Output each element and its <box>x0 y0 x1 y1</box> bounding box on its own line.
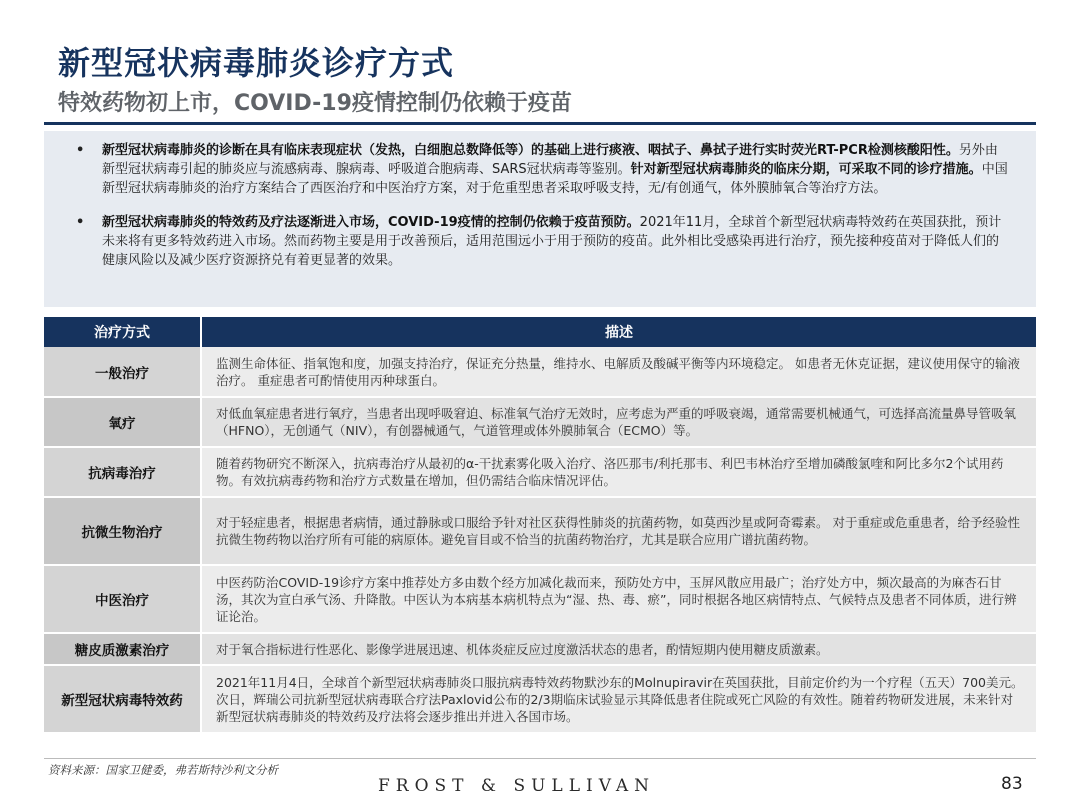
treatment-table <box>44 317 1036 734</box>
treatment-method: 糖皮质激素治疗 <box>44 633 201 665</box>
table-header-row <box>44 317 1036 347</box>
bullet-bold-text: 新型冠状病毒肺炎的诊断在具有临床表现症状（发热，白细胞总数降低等）的基础上进行痰液、咽拭子、鼻拭子进行实时荧光RT-PCR检测核酸阳性。 <box>102 143 959 158</box>
treatment-description: 对于氧合指标进行性恶化、影像学进展迅速、机体炎症反应过度激活状态的患者，酌情短期内使用糖皮质激素。 <box>201 633 1036 665</box>
treatment-method: 新型冠状病毒特效药 <box>44 665 201 733</box>
page-subtitle: 特效药物初上市，COVID-19疫情控制仍依赖于疫苗 <box>58 91 572 116</box>
brand-logo: FROST & SULLIVAN <box>378 776 655 796</box>
treatment-description: 随着药物研究不断深入，抗病毒治疗从最初的α-干扰素雾化吸入治疗、洛匹那韦/利托那韦、利巴韦林治疗至增加磷酸氯喹和阿比多尔2个试用药物。有效抗病毒药物和治疗方式数量在增加，但仍需结合临床情况评估。 <box>201 447 1036 497</box>
treatment-description: 对低血氧症患者进行氧疗，当患者出现呼吸窘迫、标准氧气治疗无效时，应考虑为严重的呼吸衰竭，通常需要机械通气，可选择高流量鼻导管吸氧（HFNO），无创通气（NIV），有创器械通气，气道管理或体外膜肺氧合（ECMO）等。 <box>201 397 1036 447</box>
treatment-method: 一般治疗 <box>44 347 201 397</box>
table-row <box>44 633 1036 665</box>
treatment-description: 监测生命体征、指氧饱和度，加强支持治疗，保证充分热量，维持水、电解质及酸碱平衡等内环境稳定。 如患者无休克证据，建议使用保守的输液治疗。 重症患者可酌情使用丙种球蛋白。 <box>201 347 1036 397</box>
bullet-text: 2021年11月，全球首个新型冠状病毒特效药在英国获批，预计未来将有更多特效药进入市场。然而药物主要是用于改善预后，适用范围远小于用于预防的疫苗。此外相比受感染再进行治疗，预先接种疫苗对于降低人们的健康风险以及减少医疗资源挤兑有着更显著的效果。 <box>102 215 1002 268</box>
table-row <box>44 565 1036 633</box>
summary-box <box>44 131 1036 307</box>
table-row <box>44 665 1036 733</box>
column-header-method: 治疗方式 <box>44 317 201 347</box>
treatment-method: 抗微生物治疗 <box>44 497 201 565</box>
table-row <box>44 397 1036 447</box>
treatment-method: 中医治疗 <box>44 565 201 633</box>
treatment-description: 对于轻症患者，根据患者病情，通过静脉或口服给予针对社区获得性肺炎的抗菌药物，如莫西沙星或阿奇霉素。 对于重症或危重患者，给予经验性抗微生物药物以治疗所有可能的病原体。避免盲目或不恰当的抗菌药物治疗，尤其是联合应用广谱抗菌药物。 <box>201 497 1036 565</box>
column-header-description: 描述 <box>201 317 1036 347</box>
summary-bullet-market <box>102 213 1010 270</box>
treatment-method: 氧疗 <box>44 397 201 447</box>
table-row <box>44 347 1036 397</box>
bullet-text: 中国新型冠状病毒肺炎的治疗方案结合了西医治疗和中医治疗方案，对于危重型患者采取呼吸支持，无/有创通气，体外膜肺氧合等治疗方法。 <box>102 162 1008 196</box>
title-divider <box>44 122 1036 125</box>
bullet-text: 另外由新型冠状病毒引起的肺炎应与流感病毒、腺病毒、呼吸道合胞病毒、SARS冠状病毒等鉴别。 <box>102 143 998 177</box>
bullet-bold-text: 新型冠状病毒肺炎的特效药及疗法逐渐进入市场，COVID-19疫情的控制仍依赖于疫苗预防。 <box>102 215 640 230</box>
treatment-method: 抗病毒治疗 <box>44 447 201 497</box>
table-row <box>44 447 1036 497</box>
page-title: 新型冠状病毒肺炎诊疗方式 <box>58 44 455 82</box>
treatment-description: 2021年11月4日，全球首个新型冠状病毒肺炎口服抗病毒特效药物默沙东的Molnupiravir在英国获批，目前定价约为一个疗程（五天）700美元。次日，辉瑞公司抗新型冠状病毒联合疗法Paxlovid公布的2/3期临床试验显示其降低患者住院或死亡风险的有效性。随着药物研发进展，未来针对新型冠状病毒肺炎的特效药及疗法将会逐步推出并进入各国市场。 <box>201 665 1036 733</box>
table-row <box>44 497 1036 565</box>
treatment-description: 中医药防治COVID-19诊疗方案中推荐处方多由数个经方加减化裁而来，预防处方中，玉屏风散应用最广；治疗处方中，频次最高的为麻杏石甘汤，其次为宣白承气汤、升降散。中医认为本病基本病机特点为“湿、热、毒、瘀”，同时根据各地区病情特点、气候特点及患者不同体质，进行辨证论治。 <box>201 565 1036 633</box>
bullet-bold-text: 针对新型冠状病毒肺炎的临床分期，可采取不同的诊疗措施。 <box>630 162 982 177</box>
source-note: 资料来源：国家卫健委，弗若斯特沙利文分析 <box>48 763 278 777</box>
footer-divider <box>44 758 1036 759</box>
summary-bullet-diagnosis <box>102 141 1010 198</box>
page-number: 83 <box>1001 774 1023 794</box>
